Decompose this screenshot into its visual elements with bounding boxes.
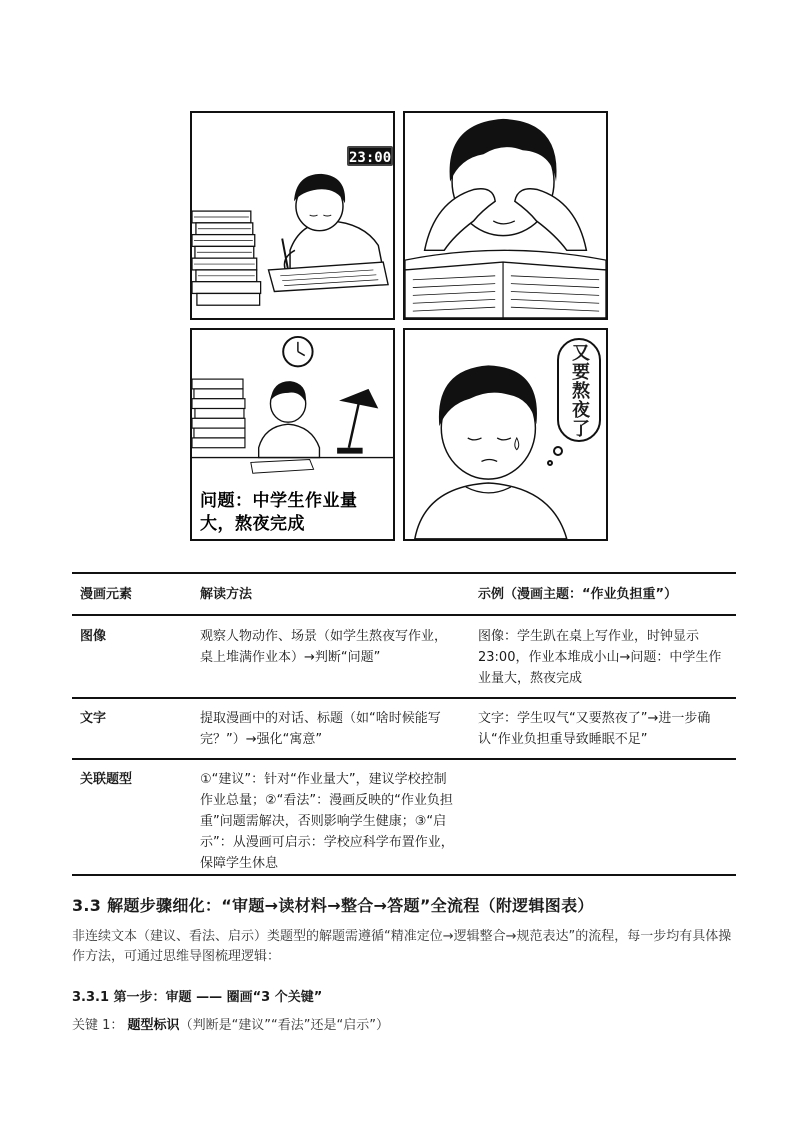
key-point-rest: （判断是“建议”“看法”还是“启示”） (179, 1018, 389, 1033)
row-example-text: 文字：学生叹气“又要熬夜了”→进一步确认“作业负担重导致睡眠不足” (478, 711, 711, 747)
comic-strip (190, 111, 608, 541)
thought-dot (553, 446, 563, 456)
col-header-example: 示例（漫画主题：“作业负担重”） (478, 587, 678, 602)
key-point-bold: 题型标识 (127, 1018, 180, 1033)
thought-dot (547, 460, 553, 466)
row-label-text: 文字 (80, 711, 107, 726)
table-header-rule (72, 614, 736, 616)
comic-caption: 问题：中学生作业量大，熬夜完成 (200, 491, 358, 534)
row-method-question-type: ①“建议”：针对“作业量大”，建议学校控制作业总量；②“看法”：漫画反映的“作业负担重”问题需解决，否则影响学生健康；③“启示”：从漫画可启示：学校应科学布置作业，保障学生休息 (200, 772, 454, 871)
speech-bubble (557, 338, 601, 442)
row-method-image: 观察人物动作、场景（如学生熬夜写作业，桌上堆满作业本）→判断“问题” (200, 629, 448, 665)
row-example-image: 图像：学生趴在桌上写作业，时钟显示23:00，作业本堆成小山→问题：中学生作业量大，熬夜完成 (478, 629, 722, 686)
table-top-rule (72, 572, 736, 574)
student-writing-illustration (192, 113, 393, 318)
table-row-rule (72, 697, 736, 699)
comic-panel-4 (403, 328, 608, 541)
key-point-prefix: 关键 1： (72, 1018, 124, 1033)
row-label-image: 图像 (80, 629, 107, 644)
col-header-method: 解读方法 (200, 587, 253, 602)
subsection-heading: 3.3.1 第一步：审题 —— 圈画“3 个关键” (72, 990, 323, 1005)
digital-clock: 23:00 (347, 146, 393, 166)
key-point-1 (72, 1014, 389, 1033)
comic-panel-1 (190, 111, 395, 320)
speech-bubble-text: 又要熬夜了 (569, 342, 590, 438)
row-method-text: 提取漫画中的对话、标题（如“啥时候能写完？”）→强化“寓意” (200, 711, 441, 747)
section-intro: 非连续文本（建议、看法、启示）类题型的解题需遵循“精准定位→逻辑整合→规范表达”的流程，每一步均有具体操作方法，可通过思维导图梳理逻辑： (72, 929, 732, 964)
section-heading: 3.3 解题步骤细化：“审题→读材料→整合→答题”全流程（附逻辑图表） (72, 896, 594, 915)
col-header-element: 漫画元素 (80, 587, 133, 602)
row-label-question-type: 关联题型 (80, 772, 133, 787)
student-rubbing-eyes-illustration (405, 113, 606, 318)
comic-panel-2 (403, 111, 608, 320)
table-row-rule (72, 758, 736, 760)
table-bottom-rule (72, 874, 736, 876)
comic-panel-3 (190, 328, 395, 541)
